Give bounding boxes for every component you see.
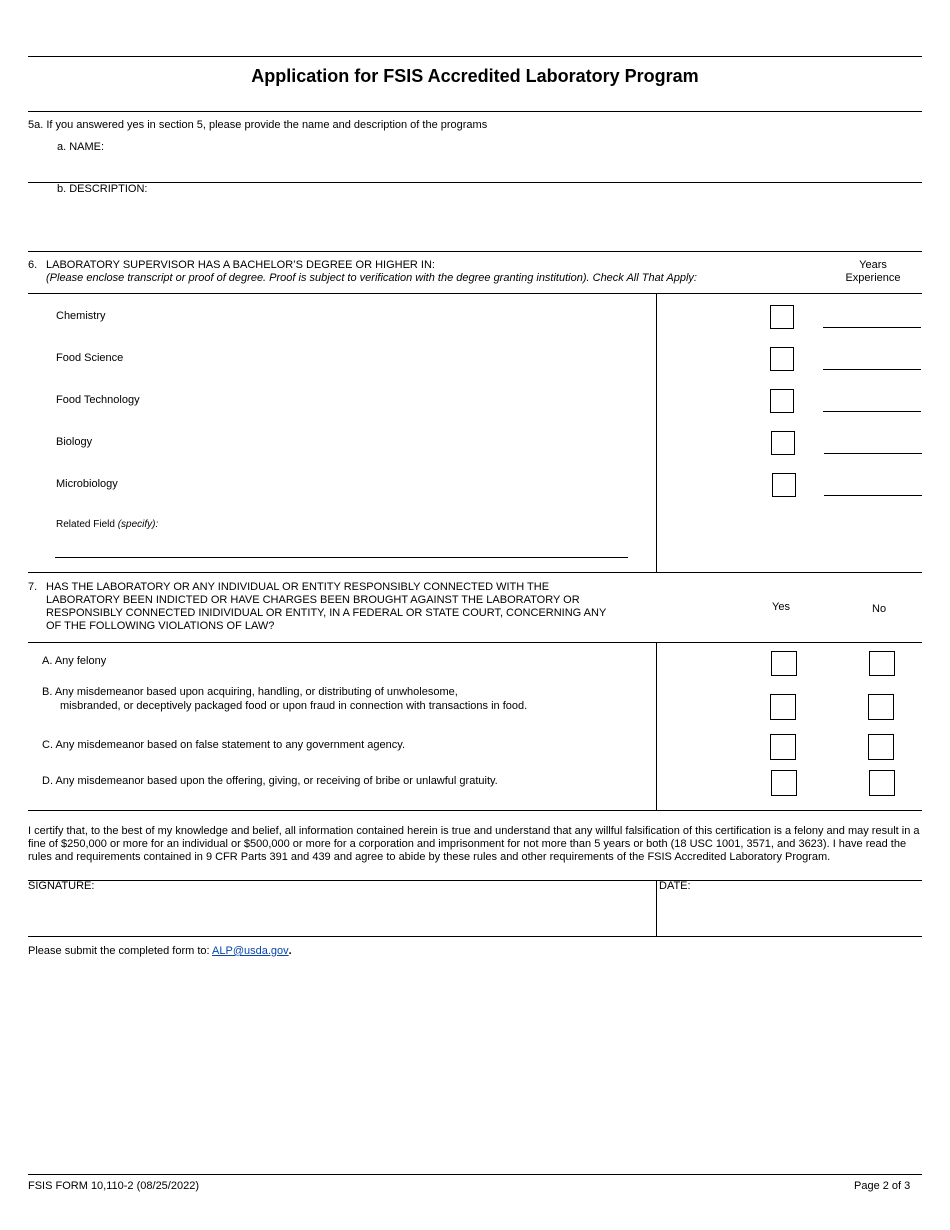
signature-bottom-rule: [28, 936, 922, 937]
chemistry-checkbox[interactable]: [770, 305, 794, 329]
top-rule: [28, 56, 922, 57]
yes-column-header: Yes: [772, 601, 790, 613]
field-label-biology: Biology: [56, 436, 93, 448]
submit-instruction: [28, 945, 292, 957]
field-label-food-technology: Food Technology: [56, 394, 140, 406]
submit-period: .: [288, 945, 292, 957]
food-science-years-field[interactable]: [823, 369, 921, 370]
violation-c-yes-checkbox[interactable]: [770, 734, 796, 760]
certification-line: I certify that, to the best of my knowledge and belief, all information contained herein is true and understand that any willful falsification of this certification is a felony and may result in a: [28, 825, 920, 837]
chemistry-years-field[interactable]: [823, 327, 921, 328]
violation-d-text: D. Any misdemeanor based upon the offering, giving, or receiving of bribe or unlawful gratuity.: [42, 775, 498, 787]
name-field[interactable]: [130, 141, 910, 171]
section-6-header-rule: [28, 293, 922, 294]
food-technology-years-field[interactable]: [823, 411, 921, 412]
date-field[interactable]: [659, 895, 919, 933]
certification-line: rules and requirements contained in 9 CFR Parts 391 and 439 and agree to abide by these rules and other requirements of the FSIS Accredited Laboratory Program.: [28, 851, 831, 863]
section-7-bottom-rule: [28, 810, 922, 811]
description-field[interactable]: [160, 183, 910, 243]
microbiology-checkbox[interactable]: [772, 473, 796, 497]
section-7-top-rule: [28, 572, 922, 573]
microbiology-years-field[interactable]: [824, 495, 922, 496]
section-7-number: 7.: [28, 581, 38, 593]
name-label: a. NAME:: [57, 141, 105, 153]
related-field-label: [56, 519, 158, 530]
violation-b-no-checkbox[interactable]: [868, 694, 894, 720]
related-field-text: Related Field: [56, 519, 115, 530]
form-title: Application for FSIS Accredited Laboratory Program: [251, 66, 699, 86]
certification-line: fine of $250,000 or more for an individual or $500,000 or more for a corporation and imprisonment for not more than 5 years or both (18 USC 1001, 3571, and 3623). I have read the: [28, 838, 907, 850]
biology-checkbox[interactable]: [771, 431, 795, 455]
section-7-question-line: LABORATORY BEEN INDICTED OR HAVE CHARGES BEEN BROUGHT AGAINST THE LABORATORY OR: [46, 594, 580, 606]
form-id: FSIS FORM 10,110-2 (08/25/2022): [28, 1180, 199, 1192]
section-7-divider: [656, 642, 657, 810]
field-label-food-science: Food Science: [56, 352, 124, 364]
violation-c-no-checkbox[interactable]: [868, 734, 894, 760]
section-6-instruction: (Please enclose transcript or proof of degree. Proof is subject to verification with the degree granting institution). Check All That Apply:: [46, 272, 697, 284]
related-field-specify: (specify):: [117, 519, 159, 530]
violation-d-no-checkbox[interactable]: [869, 770, 895, 796]
years-header-line1: Years: [859, 259, 887, 271]
section-7-question-line: OF THE FOLLOWING VIOLATIONS OF LAW?: [46, 620, 275, 632]
section-6-top-rule: [28, 251, 922, 252]
field-label-microbiology: Microbiology: [56, 478, 118, 490]
violation-a-text: A. Any felony: [42, 655, 107, 667]
related-field-input[interactable]: [56, 537, 628, 557]
section-7-question-line: HAS THE LABORATORY OR ANY INDIVIDUAL OR ENTITY RESPONSIBLY CONNECTED WITH THE: [46, 581, 550, 593]
footer-rule: [28, 1174, 922, 1175]
submit-text: Please submit the completed form to:: [28, 945, 213, 957]
violation-b-text: misbranded, or deceptively packaged food or upon fraud in connection with transactions in food.: [60, 700, 528, 712]
section-7-header-rule: [28, 642, 922, 643]
biology-years-field[interactable]: [824, 453, 922, 454]
years-header-line2: Experience: [845, 272, 901, 284]
title-rule: [28, 111, 922, 112]
section-5a-question: 5a. If you answered yes in section 5, please provide the name and description of the programs: [28, 119, 488, 131]
food-technology-checkbox[interactable]: [770, 389, 794, 413]
date-label: DATE:: [659, 880, 691, 892]
violation-d-yes-checkbox[interactable]: [771, 770, 797, 796]
signature-top-rule: [28, 880, 922, 881]
violation-c-text: C. Any misdemeanor based on false statement to any government agency.: [42, 739, 405, 751]
violation-b-yes-checkbox[interactable]: [770, 694, 796, 720]
no-column-header: No: [872, 603, 887, 615]
violation-a-yes-checkbox[interactable]: [771, 651, 797, 676]
section-6-divider: [656, 293, 657, 572]
section-6-number: 6.: [28, 259, 38, 271]
field-label-chemistry: Chemistry: [56, 310, 106, 322]
food-science-checkbox[interactable]: [770, 347, 794, 371]
violation-a-no-checkbox[interactable]: [869, 651, 895, 676]
signature-field[interactable]: [28, 895, 648, 933]
section-6-question: LABORATORY SUPERVISOR HAS A BACHELOR’S DEGREE OR HIGHER IN:: [46, 259, 435, 271]
description-label: b. DESCRIPTION:: [57, 183, 148, 195]
violation-b-text: B. Any misdemeanor based upon acquiring, handling, or distributing of unwholesome,: [42, 686, 458, 698]
section-7-question-line: RESPONSIBLY CONNECTED INIDIVIDUAL OR ENTITY, IN A FEDERAL OR STATE COURT, CONCERNING ANY: [46, 607, 607, 619]
page-number: Page 2 of 3: [854, 1180, 911, 1192]
email-link[interactable]: ALP@usda.gov: [212, 945, 289, 957]
signature-label: SIGNATURE:: [28, 880, 95, 892]
related-field-underline: [55, 557, 628, 558]
signature-divider: [656, 880, 657, 936]
